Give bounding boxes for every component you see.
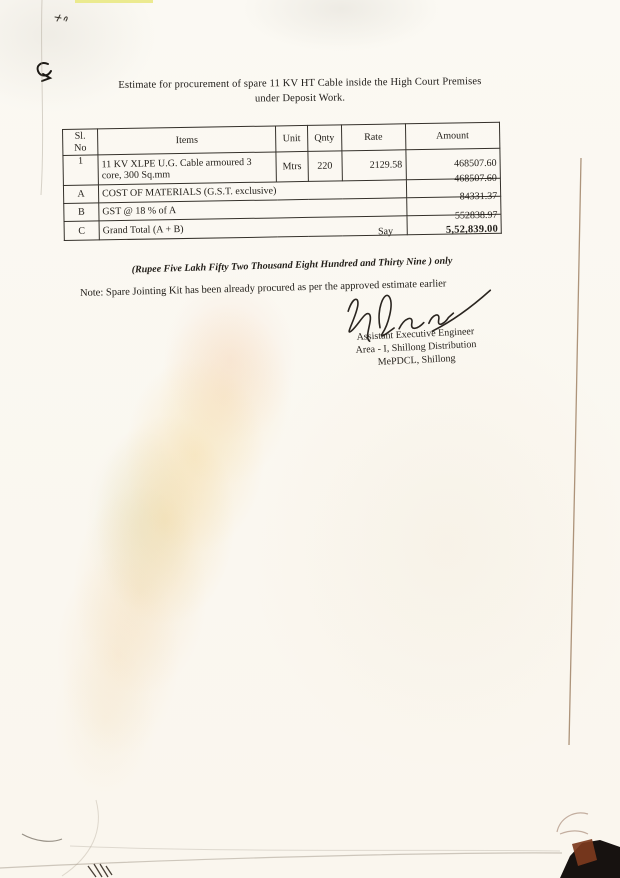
cell-sl: C <box>64 221 99 241</box>
cell-sl: A <box>63 185 98 204</box>
header-qnty: Qnty <box>307 125 342 152</box>
signatory-org: MePDCL, Shillong <box>377 353 456 368</box>
amount-value: 552838.97 <box>454 209 498 221</box>
header-unit: Unit <box>276 125 308 152</box>
bottom-left-swoosh-mark <box>22 834 62 841</box>
signature-block <box>328 282 502 371</box>
cell-sl: B <box>64 203 99 222</box>
cell-item: COST OF MATERIALS (G.S.T. exclusive) <box>98 180 406 203</box>
cell-qnty: 220 <box>307 151 342 182</box>
corner-tear-brown <box>572 839 597 866</box>
corner-curl <box>557 813 588 834</box>
say-label: Say <box>377 226 394 238</box>
header-sl-no <box>63 129 98 156</box>
cell-unit: Mtrs <box>276 151 308 182</box>
header-no: No <box>74 142 87 154</box>
bottom-left-hatch-mark <box>88 864 112 877</box>
amount-in-words: (Rupee Five Lakh Fifty Two Thousand Eight Hundred and Thirty Nine ) only <box>131 255 453 276</box>
cell-rate: 2129.58 <box>342 150 406 181</box>
note-text: Note: Spare Jointing Kit has been already procured as per the approved estimate earlier <box>79 278 447 299</box>
cell-sl: 1 <box>63 155 98 186</box>
header-amount: Amount <box>405 122 500 150</box>
amount-value: 84331.37 <box>459 190 498 203</box>
signatory-area: Area - I, Shillong Distribution <box>355 339 477 356</box>
fold-crease-1 <box>0 853 562 868</box>
corner-tear <box>560 840 620 878</box>
highlight-strip <box>75 0 153 3</box>
document-title <box>0 73 600 110</box>
cell-item: 11 KV XLPE U.G. Cable armoured 3 core, 300 Sq.mm <box>98 152 277 185</box>
header-rate: Rate <box>341 124 405 151</box>
cell-item: GST @ 18 % of A <box>99 198 407 221</box>
say-amount: 5,52,839.00 <box>445 223 499 236</box>
title-line-2: under Deposit Work. <box>254 92 346 105</box>
signatory-title: Assistant Executive Engineer <box>356 326 475 343</box>
cell-amount: 468507.60 <box>405 148 500 180</box>
estimate-table <box>62 122 502 241</box>
paper-edge-line <box>569 158 581 745</box>
ts-mark-icon <box>55 15 67 21</box>
header-sl: Sl. <box>74 130 86 142</box>
say-line <box>378 224 498 238</box>
title-line-1: Estimate for procurement of spare 11 KV HT Cable inside the High Court Premises <box>118 76 482 91</box>
fold-crease-3 <box>62 800 98 876</box>
fold-crease-2 <box>70 846 560 851</box>
amount-value: 468507.60 <box>454 172 497 185</box>
cell-item: Grand Total (A + B) <box>99 216 407 240</box>
header-items: Items <box>98 126 277 155</box>
